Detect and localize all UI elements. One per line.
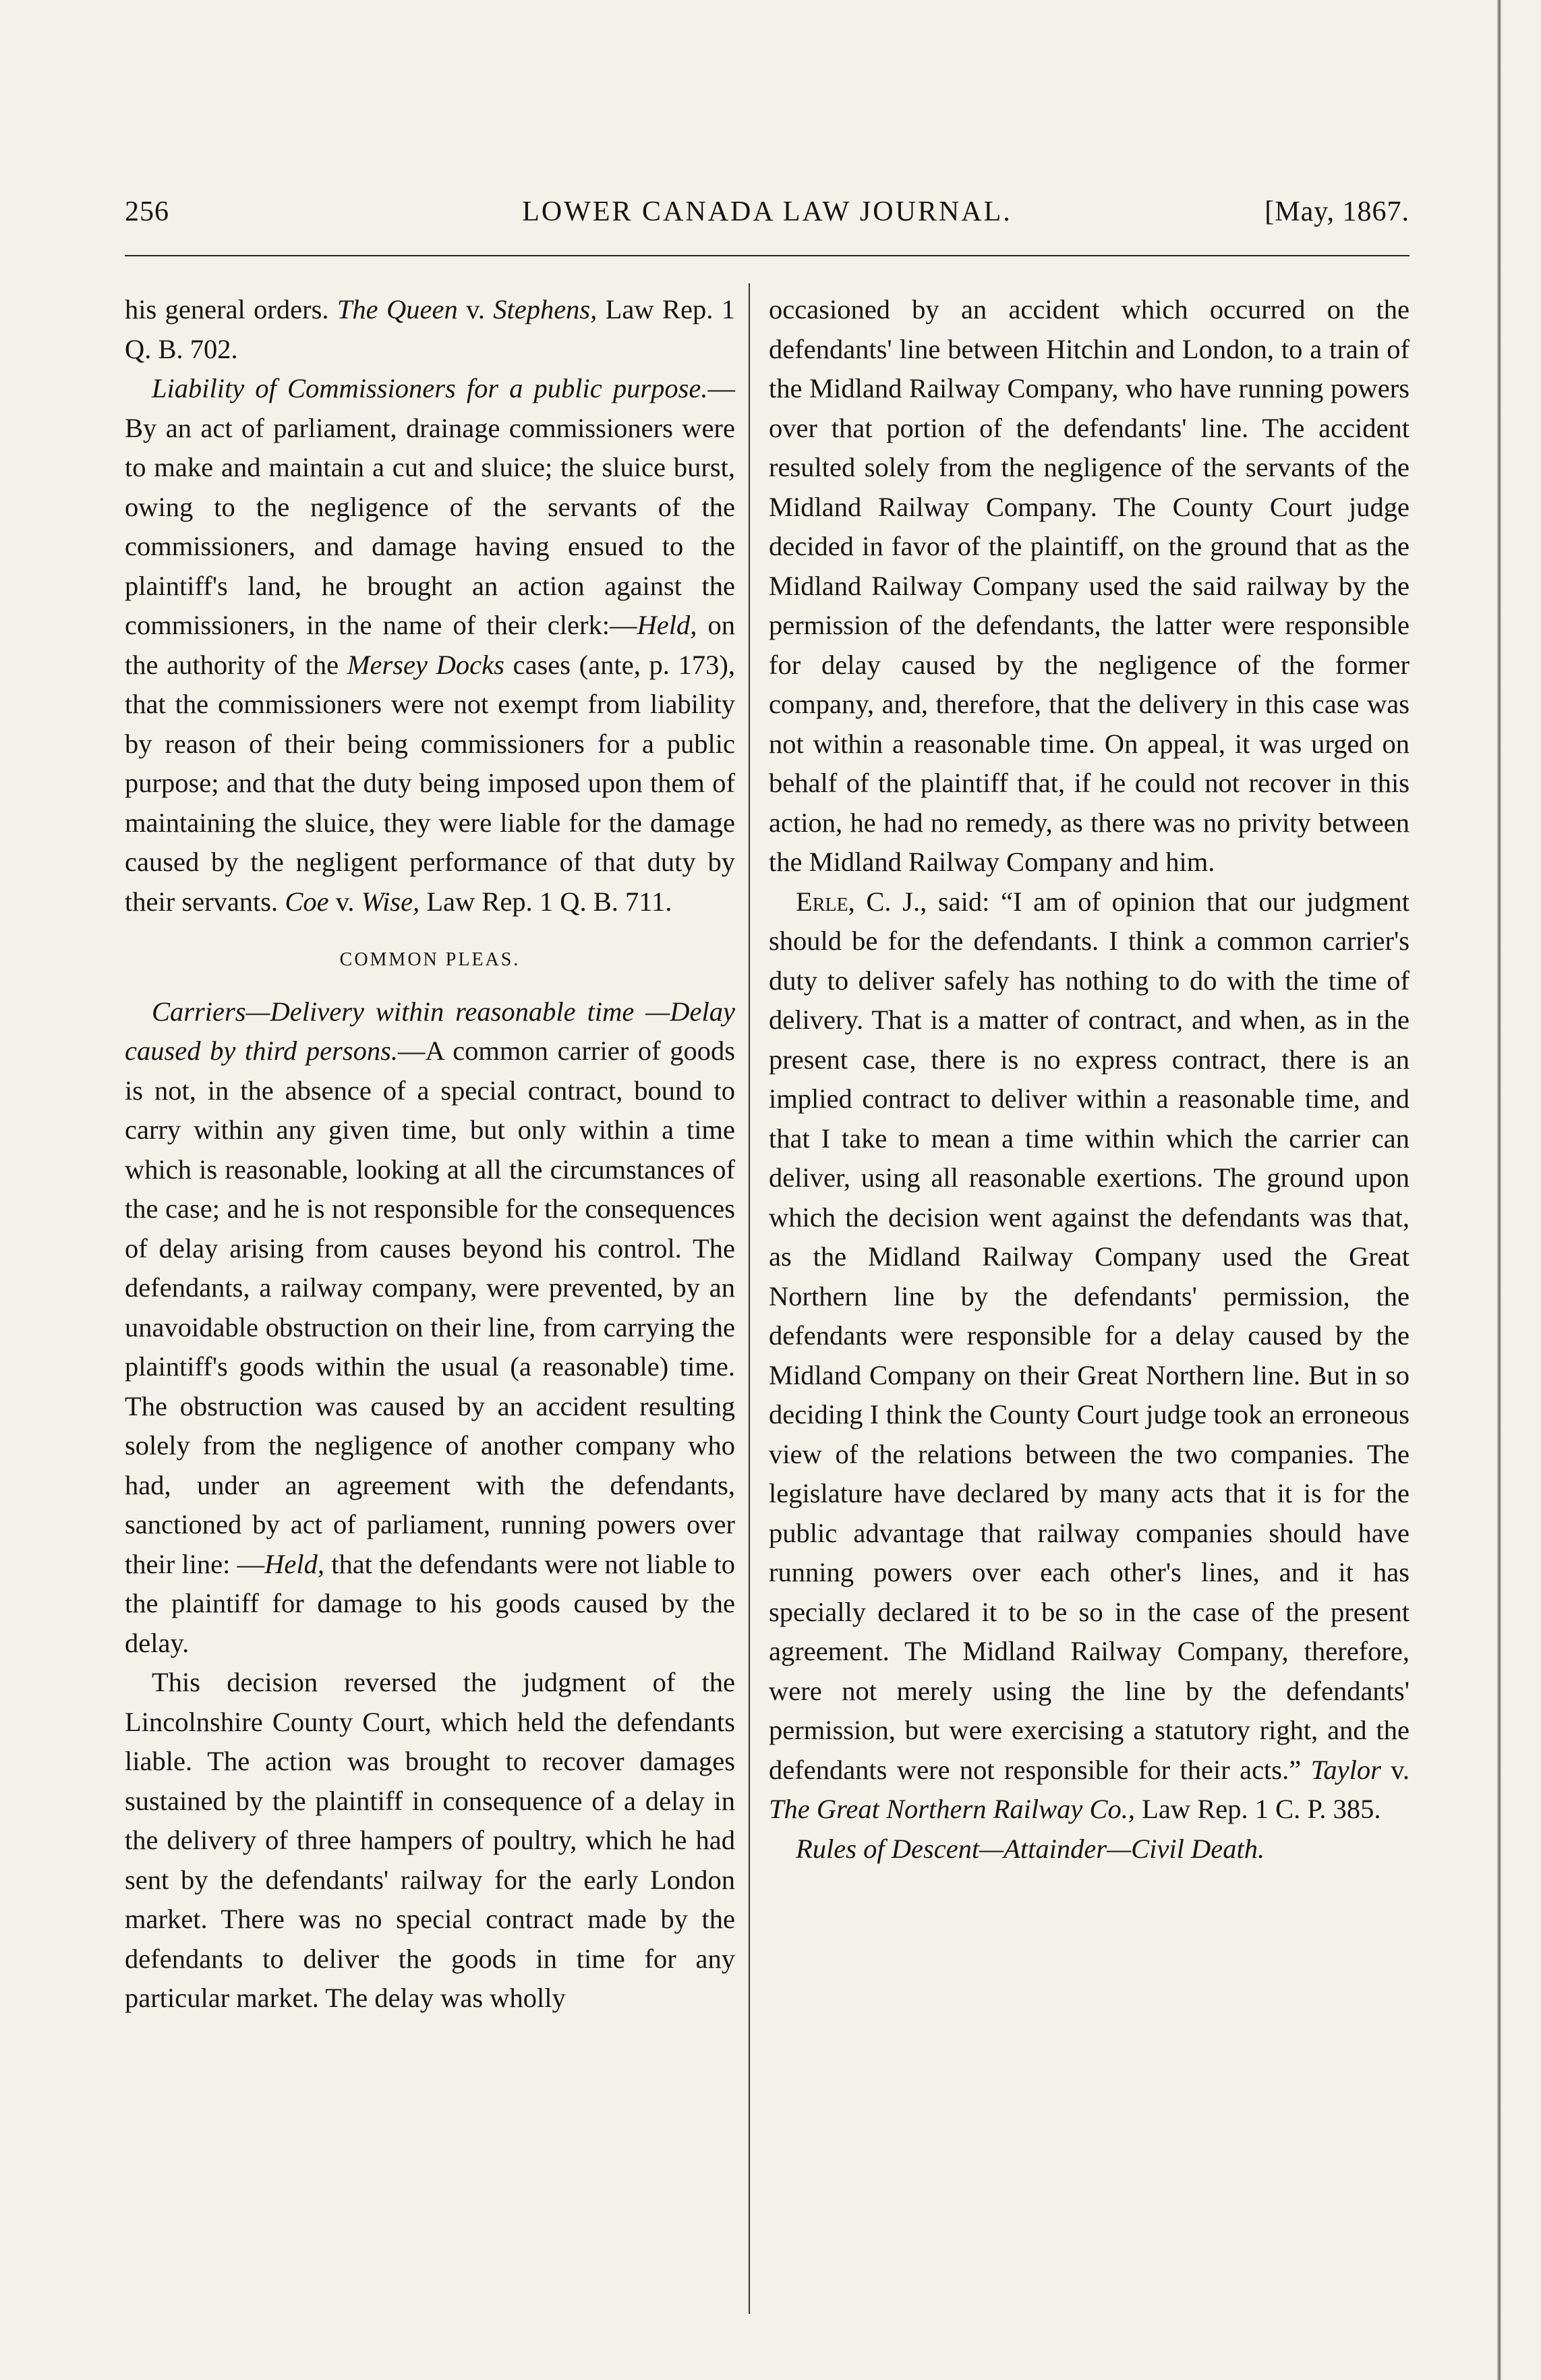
left-column — [125, 290, 735, 2018]
case-name: Taylor — [1310, 1754, 1381, 1785]
text-run: —By an act of parliament, drainage commissioners were to make and maintain a cut and sluice; the sluice burst, owing to the negligence of the servants of the commissioners, and damage having ensued to the plaintiff's land, he brought an action against the commissioners, in the name of their clerk:— — [125, 373, 735, 640]
column-divider — [749, 283, 750, 2314]
case-name: Stephens, — [493, 294, 598, 324]
paragraph-carriers-delivery — [125, 992, 735, 1664]
page-number: 256 — [125, 196, 169, 227]
text-run: , C. J., said: “I am of opinion that our judgment should be for the defendants. I think a common carrier's duty to deliver safely has nothing to do with the time of delivery. That is a matter of contract, and when, as in the present case, there is no express contract, there is an implied contract to deliver within a reasonable time, and that I take to mean a time within which the carrier can deliver, using all reasonable exertions. The ground upon which the decision went against the defendants was that, as the Midland Railway Company used the Great Northern line by the defendants' permission, the defendants were responsible for a delay caused by the Midland Company on their Great Northern line. But in so deciding I think the County Court judge took an erroneous view of the relations between the two companies. The legislature have declared by many acts that it is for the public advantage that railway companies should have running powers over each other's lines, and it has specially declared it to be so in the case of the present agreement. The Midland Railway Company, therefore, were not merely using the line by the defendants' permission, but were exercising a statutory right, and the defendants were not responsible for their acts.” — [769, 886, 1409, 1785]
paragraph-liability-of-commissioners — [125, 369, 735, 922]
text-run: on the authority of the — [125, 610, 735, 680]
journal-title: LOWER CANADA LAW JOURNAL. — [522, 196, 1012, 227]
text-run: cases (ante, p. 173), that the commissioners were not exempt from liability by reason of their being commissioners for a public purpose; and that the duty being imposed upon them of maintaining the sluice, they were liable for the damage caused by the negligent performance of that duty by their servants. — [125, 649, 735, 917]
topic-heading: Liability of Commissioners for a public purpose. — [152, 373, 708, 403]
text-run: —A common carrier of goods is not, in the absence of a special contract, bound to carry within any given time, but only within a time which is reasonable, looking at all the circumstances of the case; and he is not responsible for the consequences of delay arising from causes beyond his control. The defendants, a railway company, were prevented, by an unavoidable obstruction on their line, from carrying the plaintiff's goods within the usual (a reasonable) time. The obstruction was caused by an accident resulting solely from the negligence of another company who had, under an agreement with the defendants, sanctioned by act of parliament, running powers over their line: — — [125, 1036, 735, 1579]
topic-heading: Rules of Descent—Attainder—Civil Death. — [796, 1833, 1265, 1864]
running-header — [125, 196, 1409, 243]
case-name: Coe — [285, 886, 329, 917]
paragraph-erle-opinion — [769, 882, 1409, 1830]
text-run: v. — [457, 294, 494, 324]
case-name: Mersey Docks — [347, 649, 504, 680]
case-name: The Great Northern Railway Co., — [769, 1794, 1135, 1824]
held-label: Held, — [637, 610, 697, 640]
citation: Law Rep. 1 C. P. 385. — [1135, 1794, 1381, 1824]
topic-heading: Carriers—Delivery within reasonable time —Delay caused by third persons. — [125, 996, 735, 1066]
section-heading-common-pleas: COMMON PLEAS. — [339, 949, 521, 970]
paragraph-queen-v-stephens — [125, 290, 735, 369]
case-name: Wise, — [361, 886, 420, 917]
text-run: that the defendants were not liable to the plaintiff for damage to his goods caused by the delay. — [125, 1548, 735, 1658]
case-name: The Queen — [337, 294, 458, 324]
text-run: his general orders. — [125, 294, 337, 324]
page-edge — [1497, 0, 1501, 2380]
judge-name: Erle — [796, 886, 848, 917]
header-rule — [125, 255, 1409, 256]
held-label: Held, — [264, 1548, 324, 1579]
paragraph-rules-of-descent — [769, 1830, 1409, 1869]
right-column — [769, 290, 1409, 1869]
citation: Law Rep. 1 Q. B. 702. — [125, 294, 736, 364]
text-run: v. — [328, 886, 361, 917]
text-run: v. — [1380, 1754, 1409, 1785]
citation: Law Rep. 1 Q. B. 711. — [419, 886, 672, 917]
paragraph-decision-reversed: This decision reversed the judgment of the Lincolnshire County Court, which held the defendants liable. The action was brought to recover damages sustained by the plaintiff in consequence of a delay in the delivery of three hampers of poultry, which he had sent by the defendants' railway for the early London market. There was no special contract made by the defendants to deliver the goods in time for any particular market. The delay was wholly — [125, 1667, 735, 2013]
issue-date: [May, 1867. — [1264, 196, 1409, 227]
paragraph-accident-continuation: occasioned by an accident which occurred on the defendants' line between Hitchin and London, to a train of the Midland Railway Company, who have running powers over that portion of the defendants' line. The accident resulted solely from the negligence of the servants of the Midland Railway Company. The County Court judge decided in favor of the plaintiff, on the ground that as the Midland Railway Company used the said railway by the permission of the defendants, the latter were responsible for delay caused by the negligence of the former company, and, therefore, that the delivery in this case was not within a reasonable time. On appeal, it was urged on behalf of the plaintiff that, if he could not recover in this action, he had no remedy, as there was no privity between the Midland Railway Company and him. — [769, 294, 1409, 877]
